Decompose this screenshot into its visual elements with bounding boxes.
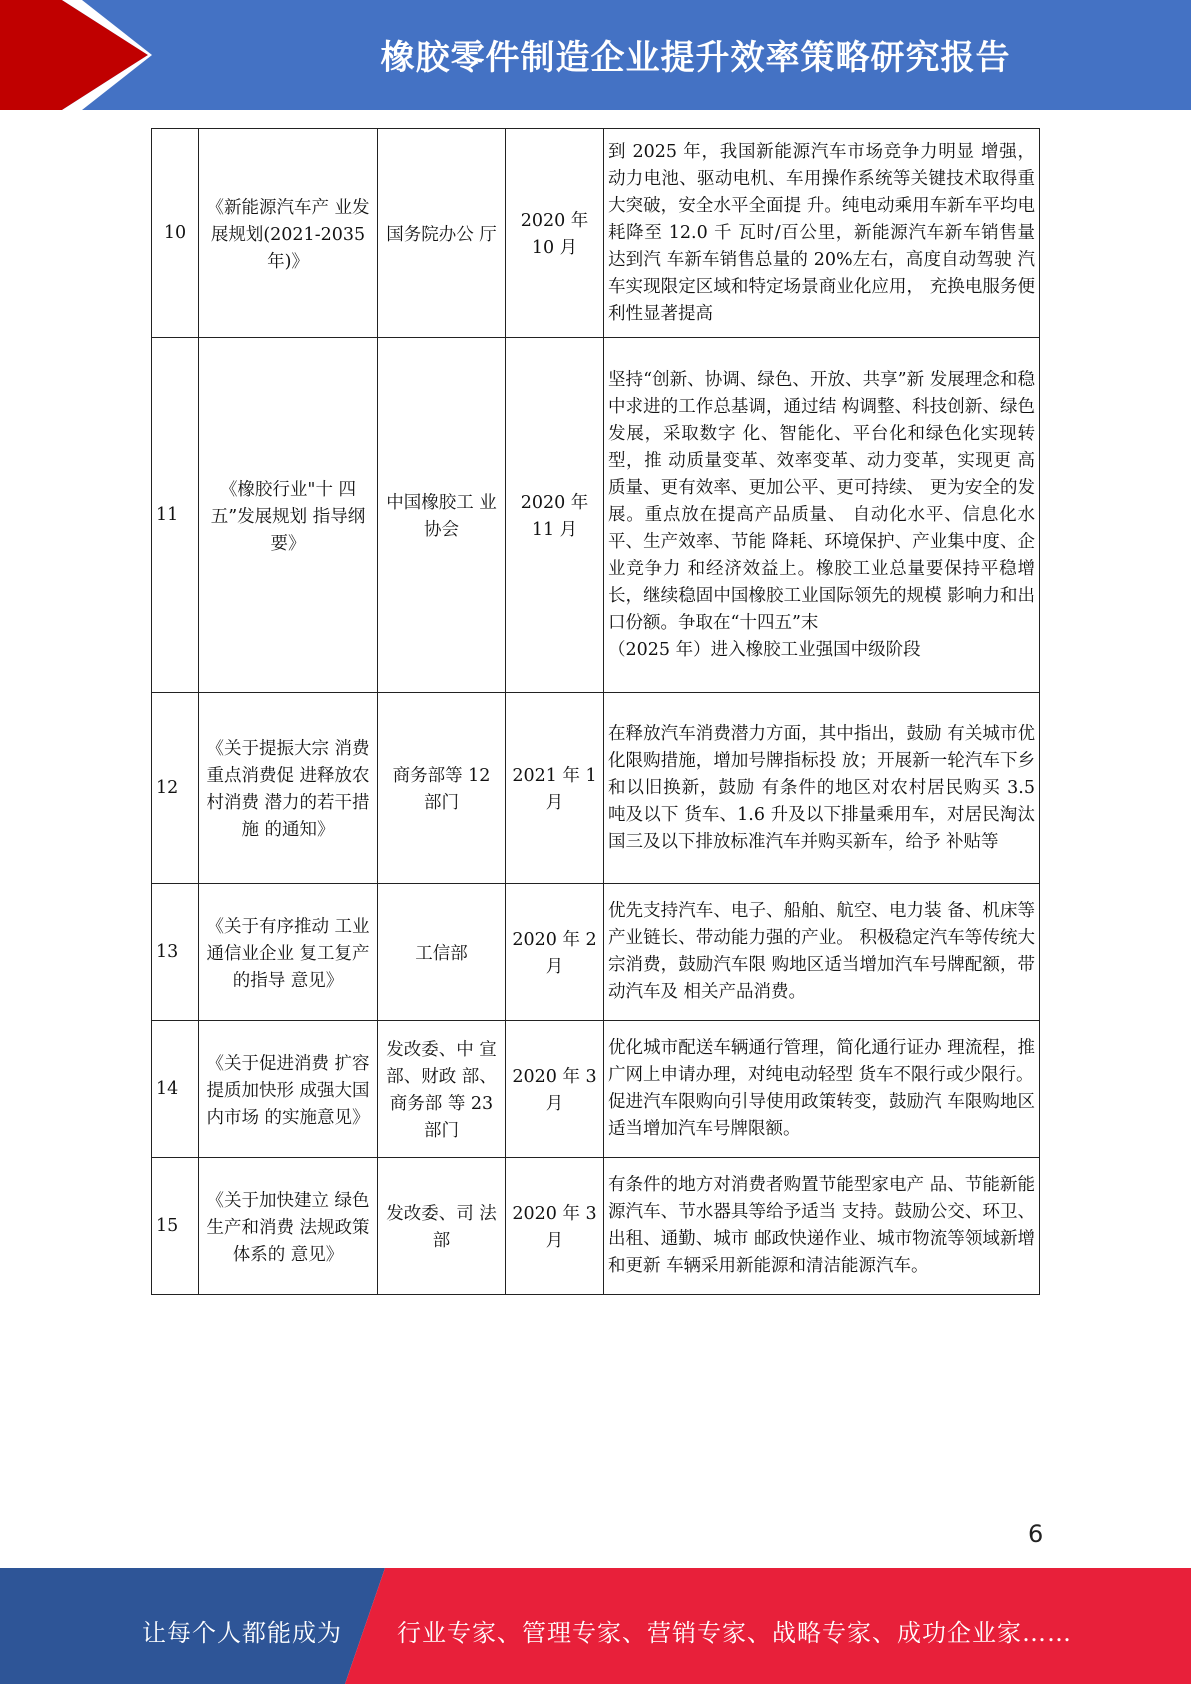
document-name-text: 《橡胶行业"十 四五”发展规划 指导纲要》 bbox=[210, 479, 366, 554]
header-bar bbox=[0, 0, 1191, 110]
document-name bbox=[199, 129, 378, 338]
policy-content: 到 2025 年，我国新能源汽车市场竞争力明显 增强，动力电池、驱动电机、车用操作系统等关键技术取得重大突破，安全水平全面提 升。纯电动乘用车新车平均电耗降至 12.0 千 瓦时/百公里，新能源汽车新车销售量达到汽 车新车销售总量的 20%左右，高度自动驾驶 汽车实现限定区域和特定场景商业化应用， 充换电服务便利性显著提高 bbox=[604, 129, 1040, 338]
document-name-text: 《新能源汽车产 业发展规划(2021-2035 年)》 bbox=[206, 197, 370, 272]
department-text: 发改委、司 法部 bbox=[386, 1204, 497, 1251]
document-name bbox=[199, 338, 378, 693]
department-text: 国务院办公 厅 bbox=[386, 224, 497, 245]
department-text: 发改委、中 宣部、财政 部、商务部 等 23 部门 bbox=[386, 1040, 497, 1141]
policy-content bbox=[604, 1021, 1040, 1158]
table-row bbox=[152, 338, 1040, 693]
policy-content-text: 坚持“创新、协调、绿色、开放、共享”新 发展理念和稳中求进的工作总基调，通过结 构调整、科技创新、绿色发展，采取数字 化、智能化、平台化和绿色化实现转型，推 动质量变革、效率变革、动力变革，实现更 高质量、更有效率、更加公平、更可持续、 更为安全的发展。重点放在提高产品质量、 自动化水平、信息化水平、生产效率、节能 降耗、环境保护、产业集中度、企业竞争力 和经济效益上。橡胶工业总量要保持平稳增长，继续稳固中国橡胶工业国际领先的规模 影响力和出口份额。争取在“十四五”末 bbox=[608, 369, 1035, 633]
issue-date bbox=[506, 693, 604, 884]
issue-date bbox=[506, 884, 604, 1021]
footer-slogan-left: 让每个人都能成为 bbox=[142, 1619, 342, 1647]
issue-date bbox=[506, 1158, 604, 1295]
department-text: 工信部 bbox=[415, 943, 468, 964]
issuing-department bbox=[378, 1021, 506, 1158]
date-text: 2020 年 11 月 bbox=[520, 493, 589, 540]
date-text: 2020 年 2 月 bbox=[512, 930, 597, 977]
department-text: 商务部等 12 部门 bbox=[392, 766, 491, 813]
issue-date bbox=[506, 1021, 604, 1158]
document-name-text: 《关于促进消费 扩容提质加快形 成强大国内市场 的实施意见》 bbox=[206, 1053, 370, 1128]
policy-content-text: 优化城市配送车辆通行管理，简化通行证办 理流程，推广网上申请办理，对纯电动轻型 货车不限行或少限行。 bbox=[608, 1038, 1035, 1085]
policy-content: 在释放汽车消费潜力方面，其中指出，鼓励 有关城市优化限购措施，增加号牌指标投 放；开展新一轮汽车下乡和以旧换新，鼓励 有条件的地区对农村居民购买 3.5 吨及以下 货车、1.6 升及以下排量乘用车，对居民淘汰 国三及以下排放标准汽车并购买新车，给予 补贴等 bbox=[604, 693, 1040, 884]
date-text: 2020 年 3 月 bbox=[512, 1067, 597, 1114]
policy-content: 优先支持汽车、电子、船舶、航空、电力装 备、机床等产业链长、带动能力强的产业。 积极稳定汽车等传统大宗消费，鼓励汽车限 购地区适当增加汽车号牌配额，带动汽车及 相关产品消费。 bbox=[604, 884, 1040, 1021]
row-number: 11 bbox=[152, 338, 199, 693]
document-name-text: 《关于有序推动 工业通信业企业 复工复产的指导 意见》 bbox=[206, 916, 370, 991]
row-number: 15 bbox=[152, 1158, 199, 1295]
issuing-department bbox=[378, 693, 506, 884]
table-row bbox=[152, 884, 1040, 1021]
policy-content-tail: （2025 年）进入橡胶工业强国中级阶段 bbox=[608, 639, 921, 660]
document-name bbox=[199, 1021, 378, 1158]
row-number: 13 bbox=[152, 884, 199, 1021]
document-name bbox=[199, 693, 378, 884]
policy-content: 有条件的地方对消费者购置节能型家电产 品、节能新能源汽车、节水器具等给予适当 支持。鼓励公交、环卫、出租、通勤、城市 邮政快递作业、城市物流等领域新增和更新 车辆采用新能源和清洁能源汽车。 bbox=[604, 1158, 1040, 1295]
table-row bbox=[152, 1158, 1040, 1295]
footer-slogan-right: 行业专家、管理专家、营销专家、战略专家、成功企业家…… bbox=[397, 1619, 1072, 1647]
issuing-department bbox=[378, 129, 506, 338]
issuing-department bbox=[378, 338, 506, 693]
report-title: 橡胶零件制造企业提升效率策略研究报告 bbox=[380, 38, 1011, 78]
document-name-text: 《关于提振大宗 消费重点消费促 进释放农村消费 潜力的若干措施 的通知》 bbox=[206, 739, 370, 840]
issuing-department bbox=[378, 884, 506, 1021]
issue-date bbox=[506, 338, 604, 693]
document-name-text: 《关于加快建立 绿色生产和消费 法规政策体系的 意见》 bbox=[206, 1190, 370, 1265]
date-text: 2020 年 3 月 bbox=[512, 1204, 597, 1251]
policy-content bbox=[604, 338, 1040, 693]
page-number: 6 bbox=[1028, 1520, 1044, 1548]
table-row bbox=[152, 1021, 1040, 1158]
row-number: 12 bbox=[152, 693, 199, 884]
table-row bbox=[152, 693, 1040, 884]
policy-content-tail: 促进汽车限购向引导使用政策转变，鼓励汽 车限购地区适当增加汽车号牌限额。 bbox=[608, 1092, 1035, 1139]
row-number: 14 bbox=[152, 1021, 199, 1158]
policy-table bbox=[151, 128, 1040, 1295]
date-text: 2021 年 1 月 bbox=[512, 766, 597, 813]
table-row bbox=[152, 129, 1040, 338]
document-name bbox=[199, 884, 378, 1021]
row-number: 10 bbox=[152, 129, 199, 338]
footer-bar bbox=[0, 1568, 1191, 1684]
document-name bbox=[199, 1158, 378, 1295]
issuing-department bbox=[378, 1158, 506, 1295]
date-text: 2020 年 10 月 bbox=[520, 211, 589, 258]
department-text: 中国橡胶工 业协会 bbox=[386, 493, 497, 540]
issue-date bbox=[506, 129, 604, 338]
